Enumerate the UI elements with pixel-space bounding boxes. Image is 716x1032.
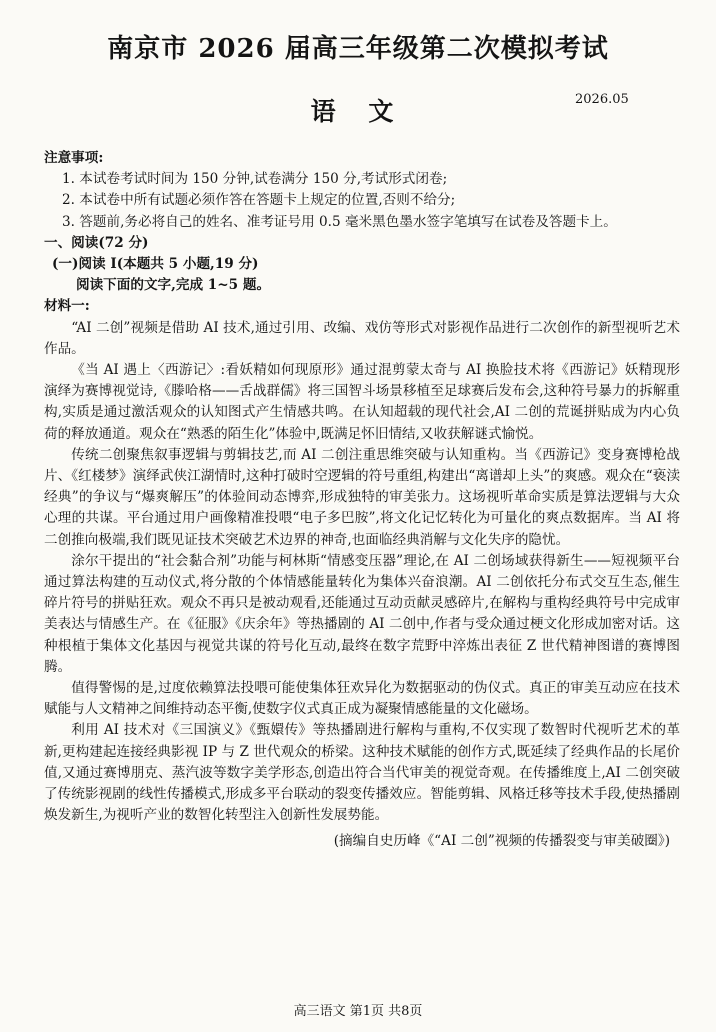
sub-section-heading: (一)阅读 I(本题共 5 小题,19 分) [52, 256, 259, 273]
article-paragraph: 利用 AI 技术对《三国演义》《甄嬛传》等热播剧进行解构与重构,不仅实现了数智时代视听艺术的革新,更构建起连接经典影视 IP 与 Z 世代观众的桥梁。这种技术赋能的创作方式,既延续了经典作品的长尾价值,又通过赛博朋克、蒸汽波等数字美学形态,创造出符合当代审美的视觉奇观。在传播维度上,AI 二创突破了传统影视剧的线性传播模式,形成多平台联动的裂变传播效应。智能剪辑、风格迁移等技术手段,使热播剧焕发新生,为视听产业的数智化转型注入创新性发展势能。 [44, 722, 680, 824]
exam-title: 南京市 2026 届高三年级第二次模拟考试 [107, 34, 609, 64]
article-paragraph: 《当 AI 遇上〈西游记〉:看妖精如何现原形》通过混剪蒙太奇与 AI 换脸技术将《西游记》妖精现形演绎为赛博视觉诗,《滕哈格——舌战群儒》将三国智斗场景移植至足球赛后发布会,这种符号暴力的拆解重构,实质是通过激活观众的认知图式产生情感共鸣。在认知超载的现代社会,AI 二创的荒诞拼贴成为内心负荷的释放通道。观众在“熟悉的陌生化”体验中,既满足怀旧情结,又收获解谜式愉悦。 [44, 362, 680, 442]
article-paragraph: 值得警惕的是,过度依赖算法投喂可能使集体狂欢异化为数据驱动的伪仪式。真正的审美互动应在技术赋能与人文精神之间维持动态平衡,使数字仪式真正成为凝聚情感能量的文化磁场。 [44, 680, 680, 718]
page-body [44, 148, 680, 852]
subject-title: 语 文 [310, 97, 406, 126]
material-label: 材料一: [44, 298, 90, 315]
notice-item: 1. 本试卷考试时间为 150 分钟,试卷满分 150 分,考试形式闭卷; [62, 171, 448, 188]
article-paragraph: 传统二创聚焦叙事逻辑与剪辑技艺,而 AI 二创注重思维突破与认知重构。当《西游记》变身赛博枪战片、《红楼梦》演绎武侠江湖情时,这种打破时空逻辑的符号重组,构建出“离谱却上头”的爽感。观众在“亵渎经典”的争议与“爆爽解压”的体验间动态博弈,形成独特的审美张力。这场视听革命实质是算法逻辑与大众心理的共谋。平台通过用户画像精准投喂“电子多巴胺”,将文化记忆转化为可量化的爽点数据库。当 AI 将二创推向极端,我们既见证技术突破艺术边界的神奇,也面临经典消解与文化失序的隐忧。 [44, 446, 680, 548]
article-paragraph: 涂尔干提出的“社会黏合剂”功能与柯林斯“情感变压器”理论,在 AI 二创场域获得新生——短视频平台通过算法构建的互动仪式,将分散的个体情感能量转化为集体兴奋浪潮。AI 二创依托分布式交互生态,催生碎片符号的拼贴狂欢。观众不再只是被动观看,还能通过互动贡献灵感碎片,在解构与重构经典符号中完成审美表达与情感生产。在《征服》《庆余年》等热播剧的 AI 二创中,作者与受众通过梗文化形成加密对话。这种根植于集体文化基因与视觉共谋的符号化互动,最终在数字荒野中淬炼出表征 Z 世代精神图谱的赛博图腾。 [44, 552, 680, 675]
notice-item: 2. 本试卷中所有试题必须作答在答题卡上规定的位置,否则不给分; [62, 192, 456, 209]
notice-heading: 注意事项: [44, 150, 104, 166]
page-footer: 高三语文 第1页 共8页 [293, 1004, 423, 1019]
notice-item: 3. 答题前,务必将自己的姓名、准考证号用 0.5 毫米黑色墨水签字笔填写在试卷及答题卡上。 [62, 213, 617, 230]
section-heading: 一、阅读(72 分) [44, 234, 149, 251]
article-paragraph: “AI 二创”视频是借助 AI 技术,通过引用、改编、戏仿等形式对影视作品进行二次创作的新型视听艺术作品。 [44, 319, 680, 357]
exam-date: 2026.05 [575, 92, 629, 107]
reading-instruction: 阅读下面的文字,完成 1~5 题。 [76, 277, 271, 294]
article-source: (摘编自史历峰《“AI 二创”视频的传播裂变与审美破圈》) [333, 832, 670, 849]
